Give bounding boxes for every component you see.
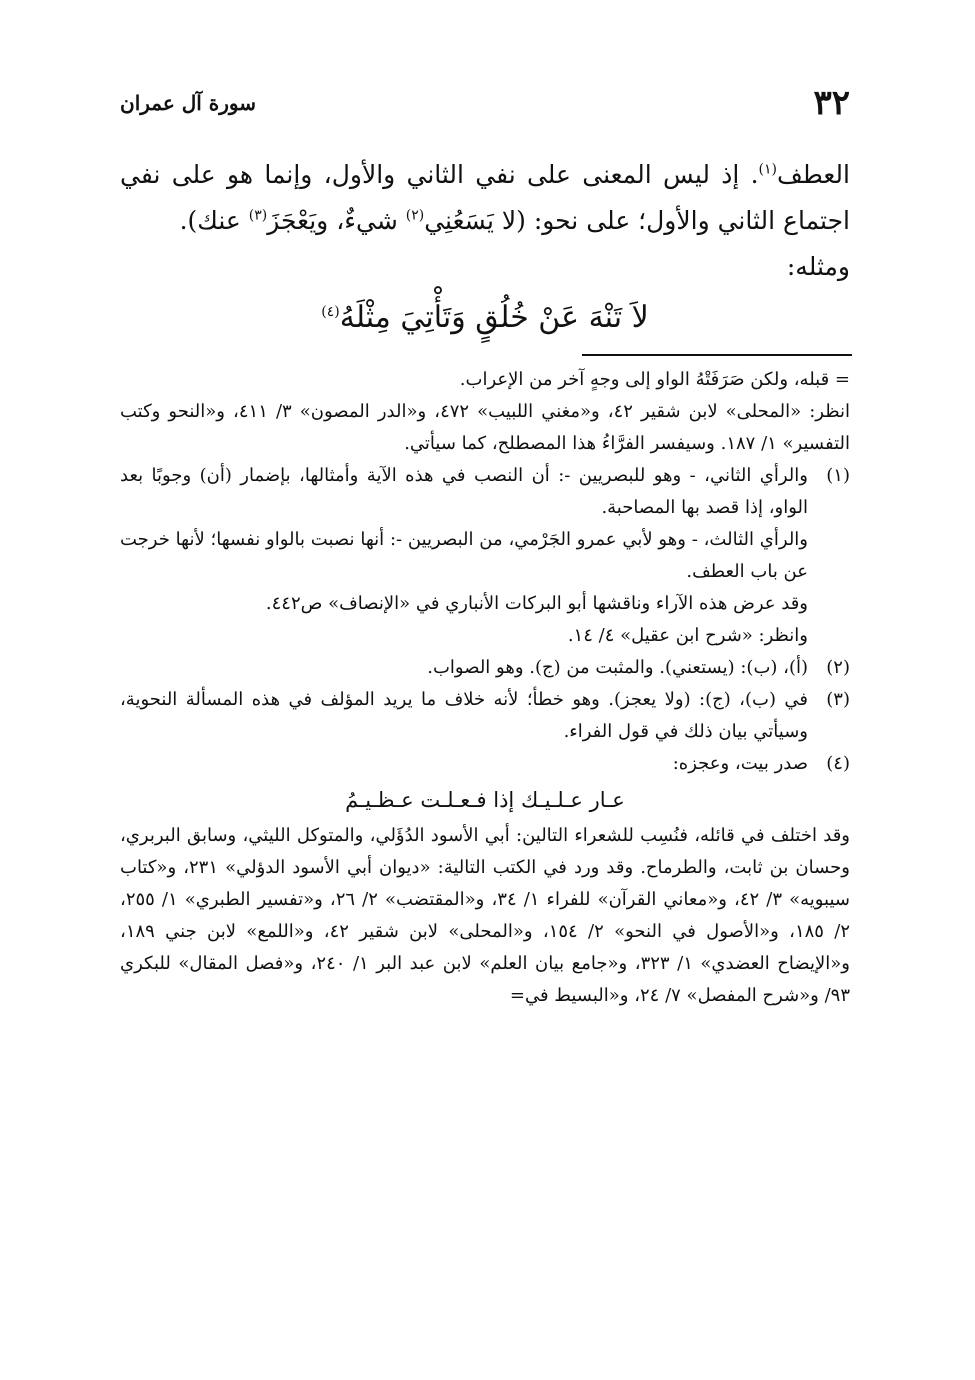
footnotes-section bbox=[120, 364, 850, 1012]
footnote-continuation-line: = قبله، ولكن صَرَفَتْهُ الواو إلى وجهٍ آخر من الإعراب. bbox=[459, 369, 850, 390]
footnote-ref-1: (١) bbox=[758, 161, 777, 178]
main-paragraph bbox=[120, 152, 850, 244]
footnote-3 bbox=[120, 684, 850, 748]
footnote-paragraph: والرأي الثاني، - وهو للبصريين -: أن النصب في هذه الآية وأمثالها، بإضمار (أن) وجوبًا بعد الواو، إذا قصد بها المصاحبة. bbox=[120, 465, 808, 518]
footnote-ref-2: (٢) bbox=[405, 207, 425, 224]
main-text-part: عنك). bbox=[179, 206, 249, 235]
footnote-paragraph: (أ)، (ب): (يستعني). والمثبت من (ج). وهو الصواب. bbox=[427, 657, 808, 678]
footnote-1 bbox=[120, 460, 850, 652]
poetry-verse bbox=[120, 290, 850, 346]
page-number: ٣٢ bbox=[813, 83, 850, 123]
footnote-2 bbox=[120, 652, 850, 684]
footnote-paragraph: وانظر: «شرح ابن عقيل» ٤/ ١٤. bbox=[567, 625, 808, 646]
poem-second-half: عـار عـلـيـك إذا فـعـلـت عـظـيـمُ bbox=[345, 788, 625, 812]
footnote-paragraph: والرأي الثالث، - وهو لأبي عمرو الجَرْمي، من البصريين -: أنها نصبت بالواو نفسها؛ لأنها خرجت عن باب العطف. bbox=[120, 529, 808, 582]
footnote-ref-4: (٤) bbox=[321, 304, 340, 320]
main-text-part: العطف bbox=[776, 160, 850, 189]
main-text bbox=[120, 152, 850, 346]
footnote-paragraph: وقد اختلف في قائله، فنُسِب للشعراء التالين: أبي الأسود الدُؤَلي، والمتوكل الليثي، وسابق البربري، وحسان بن ثابت، والطرماح. وقد ورد في الكتب التالية: «ديوان أبي الأسود الدؤلي» ٢٣١، و«كتاب سيبويه» ٣/ ٤٢، و«معاني القرآن» للفراء ١/ ٣٤، و«المقتضب» ٢/ ٢٦، و«تفسير الطبري» ١/ ٢٥٥، ٢/ ١٨٥، و«الأصول في النحو» ٢/ ١٥٤، و«المحلى» لابن شقير ٤٢، و«اللمع» لابن جني ١٨٩، و«الإيضاح العضدي» ١/ ٣٢٣، و«جامع بيان العلم» لابن عبد البر ١/ ٢٤٠، و«فصل المقال» للبكري ٩٣/ و«شرح المفصل» ٧/ ٢٤، و«البسيط في= bbox=[120, 825, 851, 1006]
example-label: ومثله: bbox=[786, 252, 850, 281]
page-header bbox=[120, 78, 850, 128]
footnote-divider bbox=[582, 354, 852, 356]
footnote-number: (١) bbox=[826, 465, 850, 486]
verse-text: لاَ تَنْهَ عَنْ خُلُقٍ وَتَأْتِيَ مِثْلَهُ bbox=[339, 300, 649, 335]
footnote-4 bbox=[120, 748, 850, 780]
footnote-paragraph: صدر بيت، وعجزه: bbox=[672, 753, 808, 774]
footnote-number: (٢) bbox=[826, 657, 850, 678]
footnote-number: (٣) bbox=[826, 689, 850, 710]
surah-title: سورة آل عمران bbox=[120, 91, 257, 115]
main-text-part: . إذ ليس المعنى على نفي الثاني والأول، وإنما هو على نفي اجتماع الثاني والأول؛ على نحو: (لا يَسَعُنِي bbox=[120, 160, 850, 235]
footnote-number: (٤) bbox=[826, 753, 850, 774]
document-page bbox=[120, 78, 850, 1348]
footnote-ref-3: (٣) bbox=[248, 207, 268, 224]
footnote-continuation-line: انظر: «المحلى» لابن شقير ٤٢، و«مغني اللبيب» ٤٧٢، و«الدر المصون» ٣/ ٤١١، و«النحو وكتب التفسير» ١/ ١٨٧. وسيفسر الفرَّاءُ هذا المصطلح، كما سيأتي. bbox=[120, 401, 850, 454]
footnote-paragraph: في (ب)، (ج): (ولا يعجز). وهو خطأ؛ لأنه خلاف ما يريد المؤلف في هذه المسألة النحوية، وسيأتي بيان ذلك في قول الفراء. bbox=[120, 689, 808, 742]
footnote-paragraph: وقد عرض هذه الآراء وناقشها أبو البركات الأنباري في «الإنصاف» ص٤٤٢. bbox=[265, 593, 808, 614]
main-text-part: شيءٌ، ويَعْجَزَ bbox=[267, 206, 406, 235]
